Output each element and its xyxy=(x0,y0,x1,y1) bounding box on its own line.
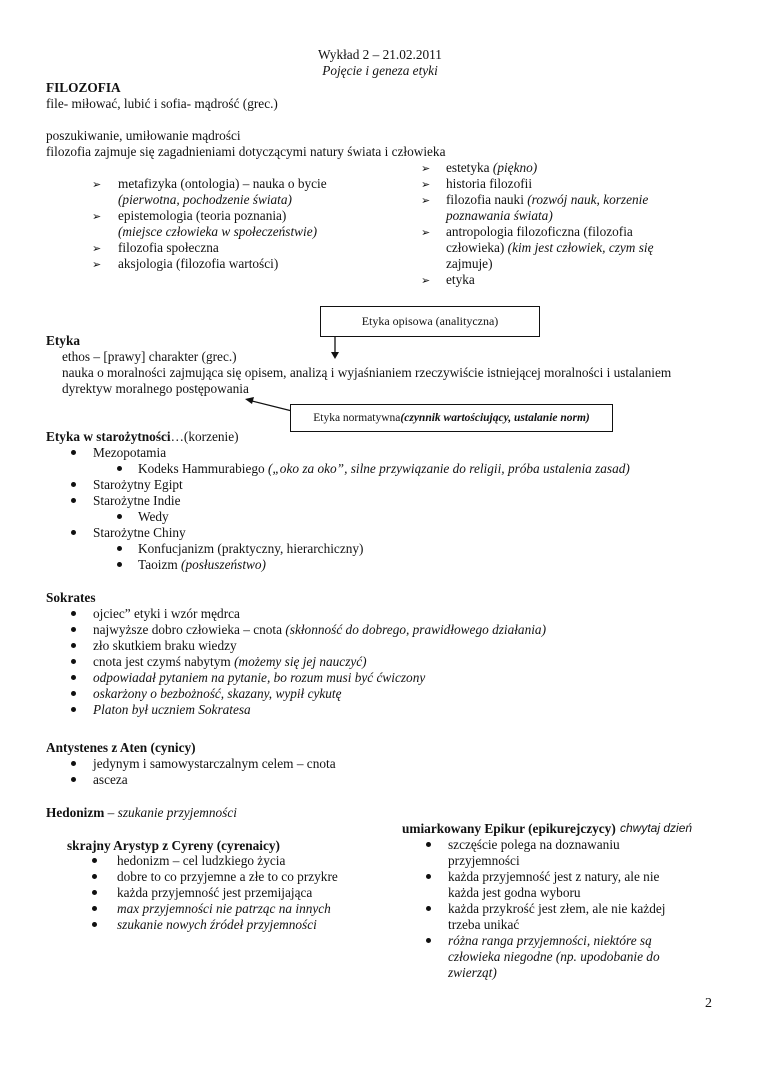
list-item xyxy=(93,622,546,638)
item-text: estetyka xyxy=(446,160,493,175)
list-item: hedonizm – cel ludzkiego życia xyxy=(117,853,286,868)
item-text: filozofia nauki xyxy=(446,192,528,207)
bullet-icon xyxy=(71,691,76,696)
heading-dash: – xyxy=(104,805,118,820)
heading-etyka: Etyka xyxy=(46,333,80,348)
subheading-arystyp: skrajny Arystyp z Cyreny (cyrenaicy) xyxy=(67,838,280,853)
heading-note: …(korzenie) xyxy=(170,429,239,444)
list-item: zwierząt) xyxy=(448,965,497,980)
list-item: każda jest godna wyboru xyxy=(448,885,581,900)
heading-hedonizm xyxy=(46,805,237,821)
lecture-title: Wykład 2 – 21.02.2011 xyxy=(318,47,442,62)
bullet-icon xyxy=(71,530,76,535)
text-line: file- miłować, lubić i sofia- mądrość (grec.) xyxy=(46,96,278,111)
list-item: jedynym i samowystarczalnym celem – cnota xyxy=(93,756,336,771)
overlay-note: chwytaj dzień xyxy=(620,821,693,835)
bullet-icon xyxy=(92,890,97,895)
box-etyka-normatywna xyxy=(290,404,613,432)
heading-antystenes: Antystenes z Aten (cynicy) xyxy=(46,740,196,755)
list-item: każda przykrość jest złem, ale nie każdej xyxy=(448,901,666,916)
list-item: Starożytne Chiny xyxy=(93,525,186,540)
box-note: (czynnik wartościujący, ustalanie norm) xyxy=(400,412,590,424)
arrow-bullet-icon: ➢ xyxy=(421,194,431,207)
item-note: (możemy się jej nauczyć) xyxy=(234,654,367,669)
heading-sokrates: Sokrates xyxy=(46,590,96,605)
arrow-down-icon xyxy=(331,352,339,359)
bullet-icon xyxy=(71,482,76,487)
bullet-icon xyxy=(71,450,76,455)
list-item: aksjologia (filozofia wartości) xyxy=(118,256,279,271)
bullet-icon xyxy=(117,514,122,519)
list-item: szczęście polega na doznawaniu xyxy=(448,837,620,852)
bullet-icon xyxy=(71,659,76,664)
list-item xyxy=(138,557,266,573)
list-item: przyjemności xyxy=(448,853,520,868)
heading-text: Etyka w starożytności xyxy=(46,429,171,444)
list-item: asceza xyxy=(93,772,128,787)
list-item: antropologia filozoficzna (filozofia xyxy=(446,224,633,239)
list-item: epistemologia (teoria poznania) xyxy=(118,208,287,223)
bullet-icon xyxy=(71,777,76,782)
item-text: człowieka) xyxy=(446,240,508,255)
list-item: Starożytne Indie xyxy=(93,493,181,508)
list-item: zajmuje) xyxy=(446,256,493,271)
list-item: trzeba unikać xyxy=(448,917,520,932)
heading-starozytnosc xyxy=(46,429,239,445)
list-item: Starożytny Egipt xyxy=(93,477,183,492)
item-note: (rozwój nauk, korzenie xyxy=(527,192,649,207)
lecture-subtitle: Pojęcie i geneza etyki xyxy=(322,63,438,78)
list-item: każda przyjemność jest z natury, ale nie xyxy=(448,869,660,884)
list-item xyxy=(138,461,630,477)
text-line: nauka o moralności zajmująca się opisem, analizą i wyjaśnianiem rzeczywiście istniejącej moralności i ustalaniem xyxy=(62,365,672,380)
list-item: zło skutkiem braku wiedzy xyxy=(93,638,237,653)
bullet-icon xyxy=(117,562,122,567)
list-item: Platon był uczniem Sokratesa xyxy=(93,702,251,717)
list-item: każda przyjemność jest przemijająca xyxy=(117,885,313,900)
box-label: Etyka normatywna xyxy=(313,412,401,424)
arrow-bullet-icon: ➢ xyxy=(421,162,431,175)
bullet-icon xyxy=(71,707,76,712)
list-item xyxy=(93,654,367,670)
bullet-icon xyxy=(426,874,431,879)
bullet-icon xyxy=(71,611,76,616)
arrow-left-icon xyxy=(245,397,254,404)
item-note: („oko za oko”, silne przywiązanie do religii, próba ustalenia zasad) xyxy=(267,461,630,476)
list-item: odpowiadał pytaniem na pytanie, bo rozum musi być ćwiczony xyxy=(93,670,426,685)
text-line: ethos – [prawy] charakter (grec.) xyxy=(62,349,237,364)
list-item-note: (miejsce człowieka w społeczeństwie) xyxy=(118,224,318,239)
bullet-icon xyxy=(92,858,97,863)
subheading-epikur: umiarkowany Epikur (epikurejczycy) xyxy=(402,821,616,836)
bullet-icon xyxy=(92,922,97,927)
list-item: oskarżony o bezbożność, skazany, wypił cykutę xyxy=(93,686,342,701)
arrow-bullet-icon: ➢ xyxy=(92,242,102,255)
bullet-icon xyxy=(71,675,76,680)
bullet-icon xyxy=(71,627,76,632)
list-item: różna ranga przyjemności, niektóre są xyxy=(448,933,652,948)
text-line: dyrektyw moralnego postępowania xyxy=(62,381,249,396)
arrow-bullet-icon: ➢ xyxy=(92,178,102,191)
list-item-note: poznawania świata) xyxy=(446,208,553,223)
item-note: (skłonność do dobrego, prawidłowego działania) xyxy=(285,622,546,637)
heading-filozofia: FILOZOFIA xyxy=(46,80,121,95)
bullet-icon xyxy=(92,906,97,911)
heading-note: szukanie przyjemności xyxy=(117,805,237,820)
bullet-icon xyxy=(71,498,76,503)
bullet-icon xyxy=(117,546,122,551)
box-etyka-opisowa: Etyka opisowa (analityczna) xyxy=(320,306,540,337)
heading-text: Hedonizm xyxy=(46,805,105,820)
list-item: Wedy xyxy=(138,509,169,524)
arrow-bullet-icon: ➢ xyxy=(92,258,102,271)
list-item: ojciec” etyki i wzór mędrca xyxy=(93,606,240,621)
item-note: (piękno) xyxy=(492,160,538,175)
text-line: filozofia zajmuje się zagadnieniami dotyczącymi natury świata i człowieka xyxy=(46,144,446,159)
bullet-icon xyxy=(426,842,431,847)
bullet-icon xyxy=(92,874,97,879)
bullet-icon xyxy=(71,761,76,766)
list-item: historia filozofii xyxy=(446,176,533,191)
list-item: Konfucjanizm (praktyczny, hierarchiczny) xyxy=(138,541,364,556)
list-item: metafizyka (ontologia) – nauka o bycie xyxy=(118,176,327,191)
arrow-bullet-icon: ➢ xyxy=(421,226,431,239)
list-item: etyka xyxy=(446,272,475,287)
arrow-bullet-icon: ➢ xyxy=(421,178,431,191)
list-item: Mezopotamia xyxy=(93,445,167,460)
list-item: filozofia społeczna xyxy=(118,240,219,255)
arrow-bullet-icon: ➢ xyxy=(92,210,102,223)
page-number: 2 xyxy=(705,996,712,1011)
list-item: człowieka niegodne (np. upodobanie do xyxy=(448,949,660,964)
item-note: (kim jest człowiek, czym się xyxy=(507,240,654,255)
item-text: najwyższe dobro człowieka – cnota xyxy=(93,622,286,637)
bullet-icon xyxy=(426,938,431,943)
bullet-icon xyxy=(71,643,76,648)
item-text: cnota jest czymś nabytym xyxy=(93,654,235,669)
item-note: (posłuszeństwo) xyxy=(181,557,266,572)
item-text: Taoizm xyxy=(138,557,182,572)
list-item: dobre to co przyjemne a złe to co przykre xyxy=(117,869,338,884)
arrow-bullet-icon: ➢ xyxy=(421,274,431,287)
list-item: szukanie nowych źródeł przyjemności xyxy=(117,917,317,932)
list-item-note: (pierwotna, pochodzenie świata) xyxy=(118,192,292,207)
text-line: poszukiwanie, umiłowanie mądrości xyxy=(46,128,241,143)
bullet-icon xyxy=(426,906,431,911)
list-item: max przyjemności nie patrząc na innych xyxy=(117,901,331,916)
item-text: Kodeks Hammurabiego xyxy=(138,461,268,476)
bullet-icon xyxy=(117,466,122,471)
